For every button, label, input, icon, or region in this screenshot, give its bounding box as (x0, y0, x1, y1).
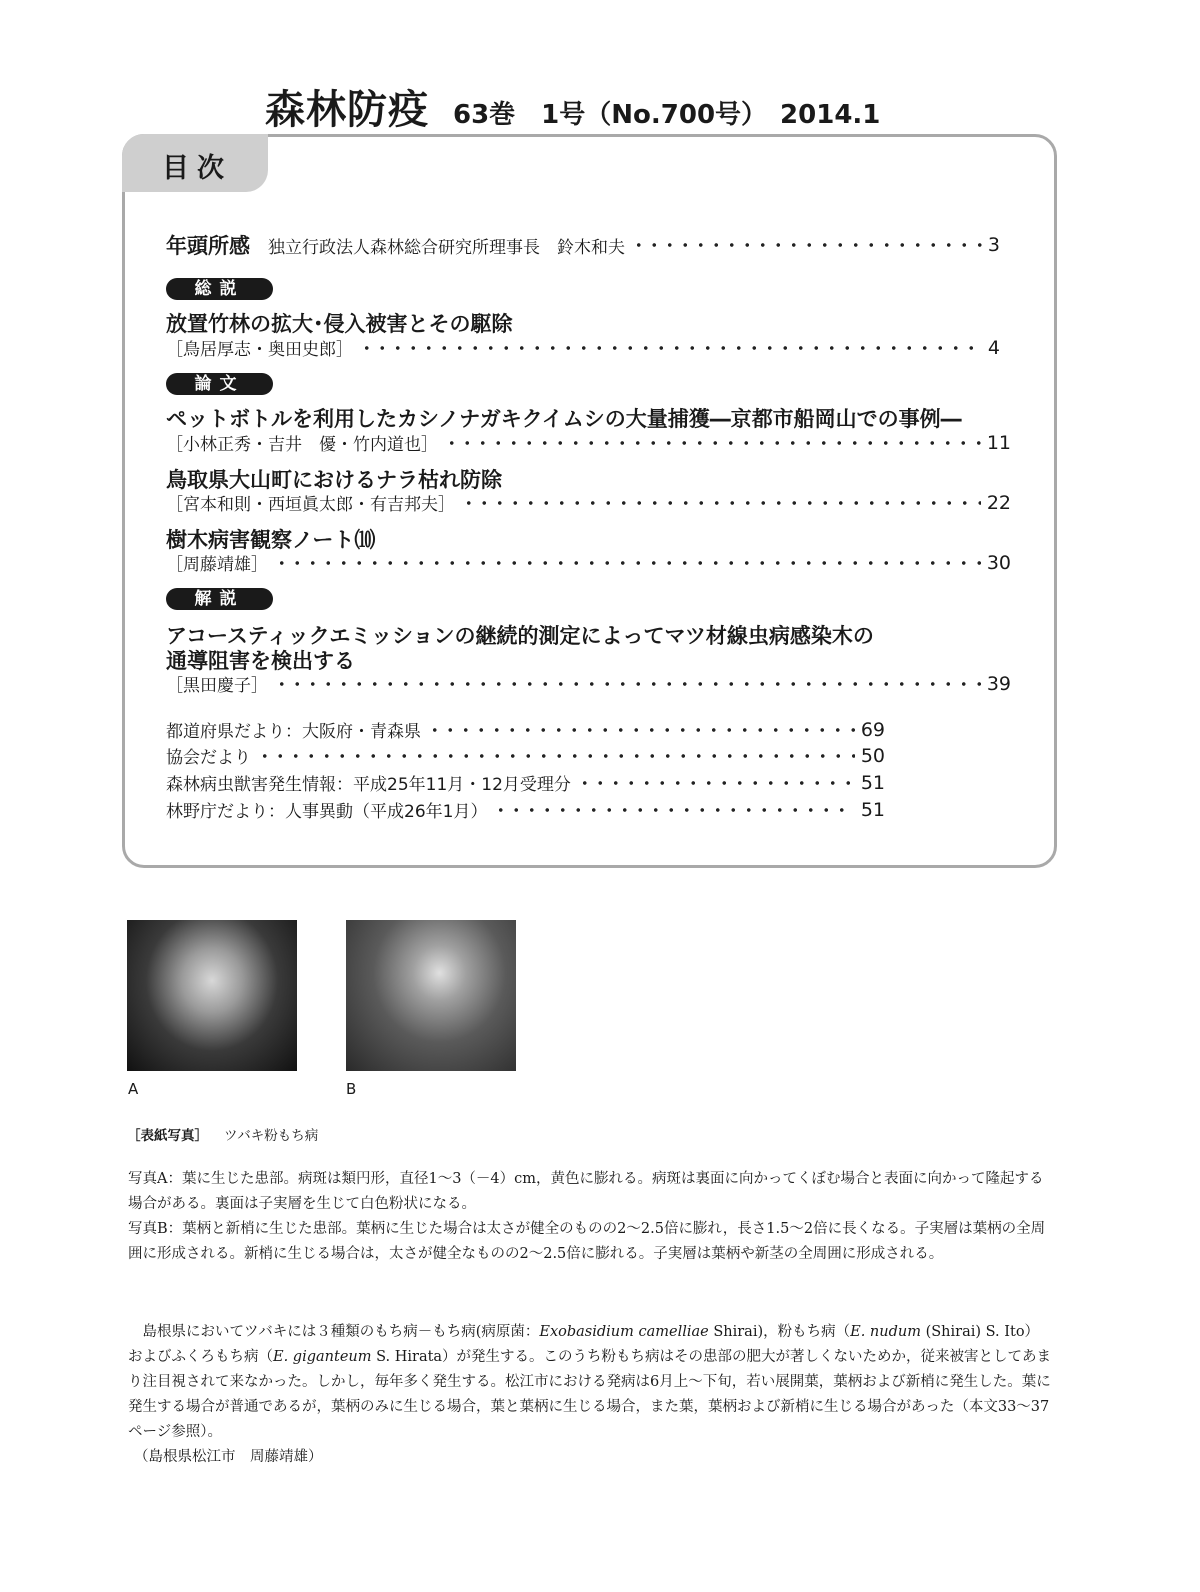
toc-heading: 目次 (162, 153, 232, 184)
cover-photo-a (127, 920, 297, 1071)
journal-header (265, 78, 880, 135)
page-number: 3 (987, 234, 1000, 256)
page-number: 51 (860, 771, 885, 794)
dot-leader (274, 681, 981, 687)
toc-entry-authors (166, 430, 1011, 455)
toc-entry-authors (166, 335, 1000, 360)
entry-label: 林野庁だより：人事異動（平成26年1月） (166, 802, 488, 822)
article-title[interactable]: 鳥取県大山町におけるナラ枯れ防除 (166, 468, 502, 492)
toc-misc-entry[interactable] (166, 743, 885, 768)
issue-info: 63巻 1号（No.700号） 2014.1 (453, 100, 881, 130)
entry-authors: ［宮本和則・西垣眞太郎・有吉邦夫］ (166, 495, 455, 515)
caption-subject: ツバキ粉もち病 (224, 1128, 319, 1144)
signature: （島根県松江市 周藤靖雄） (134, 1449, 323, 1465)
article-title[interactable]: 樹木病害観察ノート⑽ (166, 528, 376, 552)
entry-label: 協会だより (166, 748, 251, 768)
dot-leader (577, 780, 855, 786)
page-number: 4 (987, 336, 1000, 359)
body-text (128, 1320, 1053, 1470)
page-number: 69 (860, 718, 885, 741)
toc-misc-entry[interactable] (166, 770, 885, 795)
dot-leader (274, 560, 981, 566)
journal-title: 森林防疫 (265, 87, 429, 133)
photo-b-label: B (346, 1080, 357, 1098)
entry-authors: ［黒田慶子］ (166, 676, 268, 696)
section-badge: 解説 (166, 588, 273, 610)
entry-label: 森林病虫獣害発生情報：平成25年11月・12月受理分 (166, 775, 571, 795)
toc-heading-tab (122, 134, 268, 192)
article-title-line1[interactable]: アコースティックエミッションの継続的測定によってマツ材線虫病感染木の (166, 624, 874, 648)
cover-caption-body (128, 1167, 1053, 1267)
page-number: 30 (986, 551, 1011, 574)
section-badge: 総説 (166, 278, 273, 300)
dot-leader (444, 440, 981, 446)
dot-leader (631, 242, 982, 248)
toc-entry-newyear[interactable] (166, 230, 1000, 260)
entry-author: 独立行政法人森林総合研究所理事長 鈴木和夫 (268, 237, 625, 258)
page-number: 50 (860, 744, 885, 767)
dot-leader (359, 345, 982, 351)
toc-entry-authors (166, 671, 1011, 696)
toc-misc-entry[interactable] (166, 797, 885, 822)
dot-leader (493, 807, 854, 813)
section-badge: 論文 (166, 373, 273, 395)
article-title-line2[interactable]: 通導阻害を検出する (166, 649, 355, 673)
page-number: 22 (986, 491, 1011, 514)
entry-label: 都道府県だより：大阪府・青森県 (166, 722, 421, 742)
photo-a-description: 写真A：葉に生じた患部。病斑は類円形，直径1～3（－4）cm，黄色に膨れる。病斑は裏面に向かってくぼむ場合と表面に向かって隆起する場合がある。裏面は子実層を生じて白色粉状になる。 (128, 1171, 1044, 1212)
photo-a-label: A (128, 1080, 139, 1098)
entry-authors: ［鳥居厚志・奥田史郎］ (166, 340, 353, 360)
caption-label: ［表紙写真］ (127, 1128, 208, 1144)
page-number: 11 (986, 431, 1011, 454)
dot-leader (461, 500, 981, 506)
page-number: 51 (860, 798, 885, 821)
entry-authors: ［周藤靖雄］ (166, 555, 268, 575)
dot-leader (257, 753, 855, 759)
article-title[interactable]: ペットボトルを利用したカシノナガキクイムシの大量捕獲―京都市船岡山での事例― (166, 407, 962, 431)
toc-misc-entry[interactable] (166, 717, 885, 742)
dot-leader (427, 727, 855, 733)
cover-photo-b (346, 920, 516, 1071)
section-label: 年頭所感 (166, 234, 250, 258)
article-title[interactable]: 放置竹林の拡大･侵入被害とその駆除 (166, 312, 513, 336)
body-paragraph: 島根県においてツバキには３種類のもち病－もち病(病原菌：Exobasidium camelliae Shirai)，粉もち病（E. nudum (Shirai) S. Ito）およびふくろもち病（E. giganteum S. Hirata）が発生する。このうち粉もち病はその患部の肥大が著しくないためか，従来被害としてあまり注目視されて来なかった。しかし，毎年多く発生する。松江市における発病は6月上～下旬，若い展開葉，葉柄および新梢に発生した。葉に発生する場合が普通であるが，葉柄のみに生じる場合，葉と葉柄に生じる場合，また葉，葉柄および新梢に生じる場合があった（本文33～37ページ参照）。 (128, 1324, 1052, 1440)
toc-entry-authors (166, 490, 1011, 515)
toc-entry-authors (166, 550, 1011, 575)
photo-b-description: 写真B：葉柄と新梢に生じた患部。葉柄に生じた場合は太さが健全のものの2～2.5倍に膨れ，長さ1.5～2倍に長くなる。子実層は葉柄の全周囲に形成される。新梢に生じる場合は，太さが健全なものの2～2.5倍に膨れる。子実層は葉柄や新茎の全周囲に形成される。 (128, 1221, 1046, 1262)
page-number: 39 (986, 672, 1011, 695)
entry-authors: ［小林正秀・吉井 優・竹内道也］ (166, 435, 438, 455)
cover-caption-heading (127, 1124, 318, 1144)
